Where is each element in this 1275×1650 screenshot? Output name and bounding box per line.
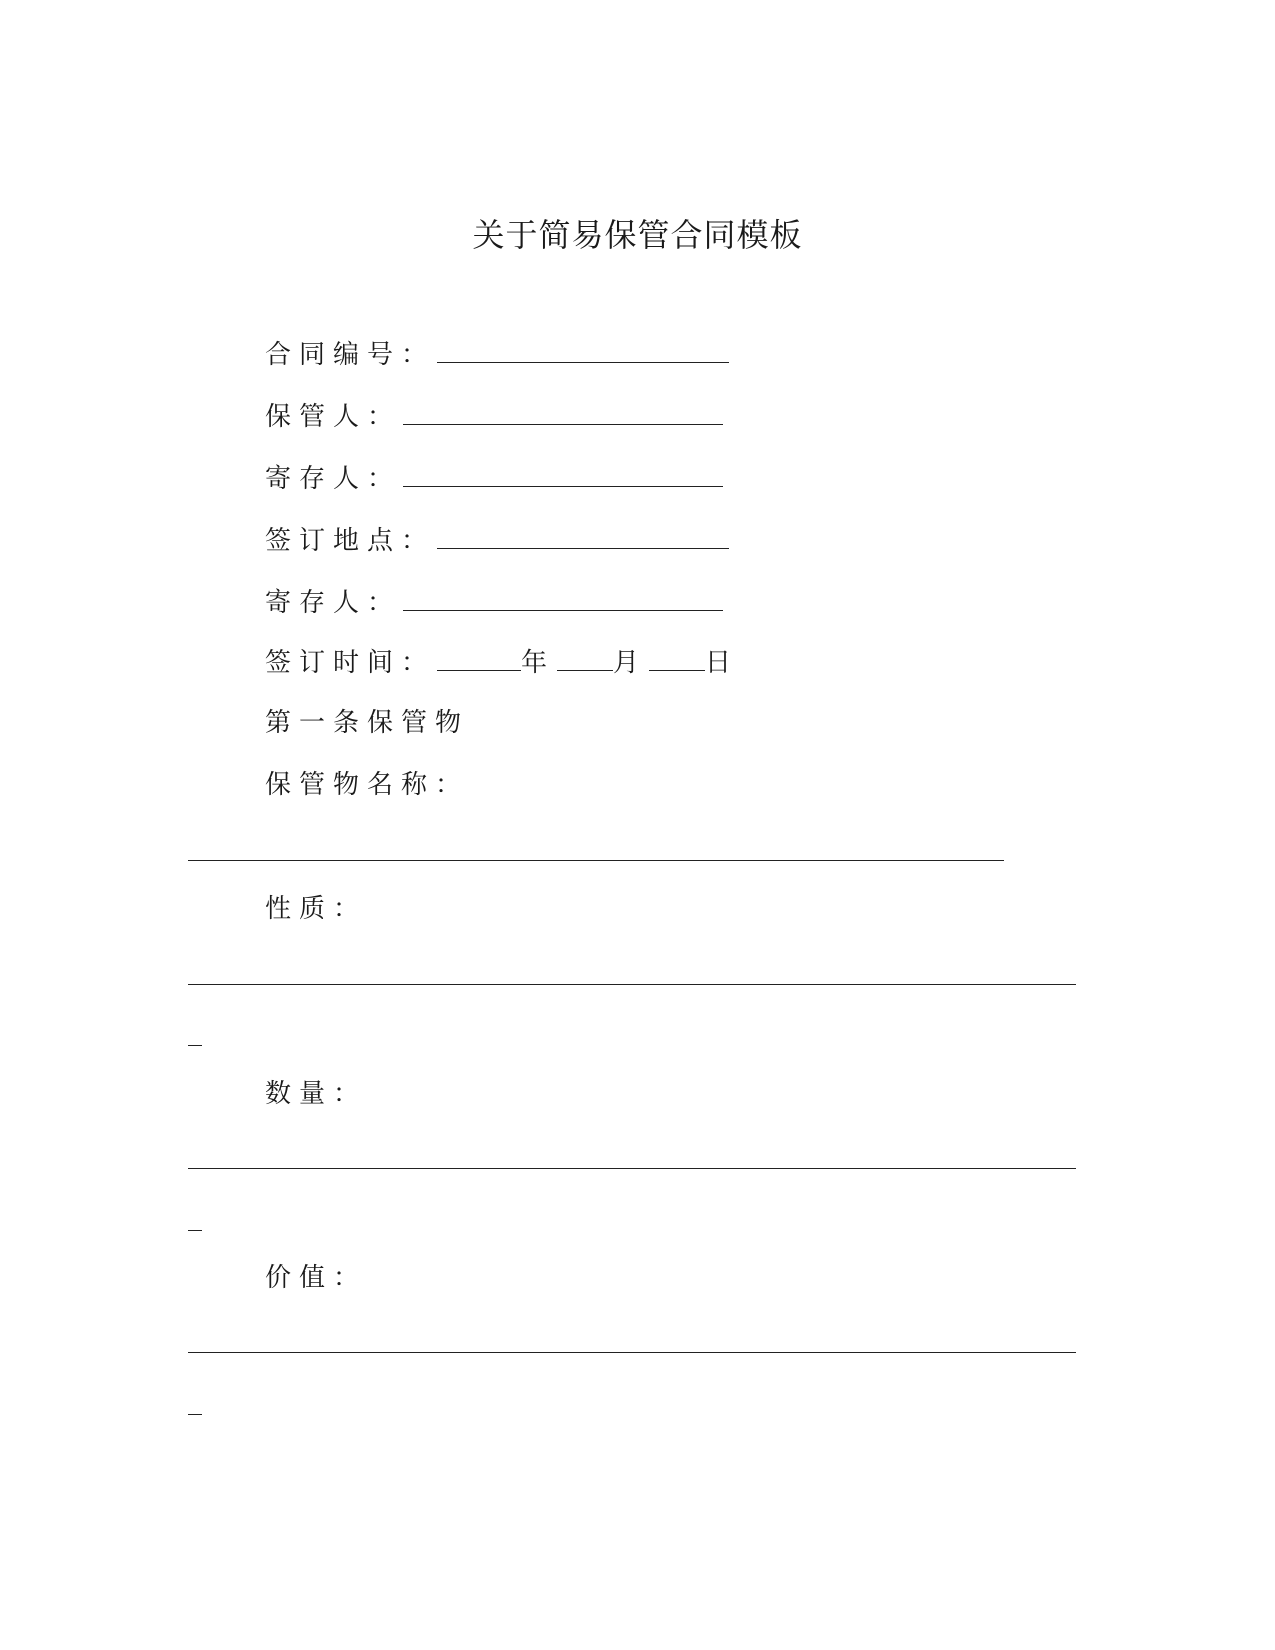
year-blank[interactable] <box>437 648 521 671</box>
document-title: 关于简易保管合同模板 <box>472 216 803 254</box>
value-label: 价值： <box>265 1263 368 1293</box>
field-sign-place <box>265 526 729 554</box>
field-contract-no <box>265 340 729 368</box>
contract-no-blank[interactable] <box>437 340 729 363</box>
item-name-label: 保管物名称： <box>265 770 470 800</box>
year-unit: 年 <box>521 648 556 678</box>
quantity-blank-tail <box>188 1230 202 1231</box>
item-name-blank[interactable] <box>188 860 1004 861</box>
nature-blank-tail <box>188 1045 202 1046</box>
value-blank[interactable] <box>188 1352 1076 1353</box>
field-label: 保管人： <box>265 402 402 432</box>
nature-label: 性质： <box>265 894 368 924</box>
depositor-2-blank[interactable] <box>403 588 723 611</box>
field-label: 签订时间： <box>265 648 436 678</box>
day-blank[interactable] <box>649 648 705 671</box>
field-label: 寄存人： <box>265 464 402 494</box>
field-depositor-1 <box>265 464 723 492</box>
custodian-blank[interactable] <box>403 402 723 425</box>
field-depositor-2 <box>265 588 723 616</box>
month-blank[interactable] <box>557 648 613 671</box>
day-unit: 日 <box>705 648 740 678</box>
field-label: 签订地点： <box>265 526 436 556</box>
article-1-heading: 第一条保管物 <box>265 708 470 738</box>
field-sign-time <box>265 648 739 676</box>
value-blank-tail <box>188 1414 202 1415</box>
field-label: 寄存人： <box>265 588 402 618</box>
quantity-blank[interactable] <box>188 1168 1076 1169</box>
field-custodian <box>265 402 723 430</box>
field-label: 合同编号： <box>265 340 436 370</box>
depositor-1-blank[interactable] <box>403 464 723 487</box>
sign-place-blank[interactable] <box>437 526 729 549</box>
month-unit: 月 <box>613 648 648 678</box>
nature-blank[interactable] <box>188 984 1076 985</box>
quantity-label: 数量： <box>265 1079 368 1109</box>
